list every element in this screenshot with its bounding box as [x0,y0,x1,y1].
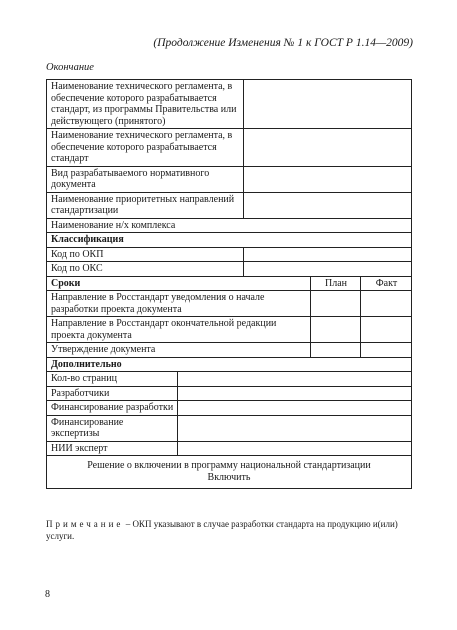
row-value [244,129,411,166]
note-text: – ОКП указывают в случае разработки стандарта на продукцию и(или) услуги. [46,519,398,541]
note [46,518,410,542]
row-label: Разработчики [47,387,178,401]
row-label: Кол-во страниц [47,372,178,386]
table-row [47,415,411,441]
table-row [47,441,411,456]
row-label: Наименование приоритетных направлений стандартизации [47,193,244,218]
table-row [47,261,411,276]
section-header-row [47,357,411,372]
fact-cell [361,343,411,357]
row-value [244,248,411,262]
section-header-row [47,232,411,247]
table-row [47,192,411,218]
fact-header: Факт [375,277,398,289]
plan-cell [311,291,361,316]
row-label: Наименование технического регламента, в обеспечение которого разрабатывается стандарт [47,129,244,166]
registration-form-table [46,79,412,489]
row-label: Направление в Росстандарт уведомления о начале разработки проекта документа [47,291,311,316]
table-row [47,247,411,262]
table-row [47,316,411,342]
row-label: Финансирование экспертизы [47,416,178,441]
row-value [244,262,411,276]
row-label: Направление в Росстандарт окончательной редакции проекта документа [47,317,311,342]
row-value [244,167,411,192]
row-value [178,416,411,441]
row-label: НИИ эксперт [47,442,178,456]
row-value [244,80,411,128]
table-row [47,166,411,192]
terms-header: Сроки [47,277,311,291]
section-subtitle: Окончание [46,62,94,73]
plan-cell [311,343,361,357]
row-value [178,442,411,456]
row-value [178,401,411,415]
decision-cell [47,456,411,488]
row-label: Финансирование разработки [47,401,178,415]
table-row [47,218,411,233]
plan-cell [311,317,361,342]
table-row [47,400,411,415]
note-label: Примечание [46,519,124,529]
fact-cell [361,317,411,342]
table-row [47,342,411,357]
additional-header: Дополнительно [51,358,122,370]
row-value [178,387,411,401]
row-label: Наименование технического регламента, в обеспечение которого разрабатывается стандарт, из программы Правительства или действующего (принятого) [47,80,244,128]
table-row [47,80,411,128]
decision-text: Решение о включении в программу национальной стандартизации [87,460,371,471]
section-header-row [47,276,411,291]
row-value [178,372,411,386]
row-value [244,193,411,218]
fact-cell [361,291,411,316]
table-row [47,371,411,386]
table-row [47,290,411,316]
row-label: Код по ОКП [47,248,244,262]
classification-header: Классификация [51,234,124,245]
page-number: 8 [45,589,50,600]
table-row [47,128,411,166]
decision-value: Включить [207,471,251,483]
table-row [47,386,411,401]
complex-row-label: Наименование н/х комплекса [51,219,176,231]
document-header: (Продолжение Изменения № 1 к ГОСТ Р 1.14—2009) [153,37,413,49]
row-label: Вид разрабатываемого нормативного документа [47,167,244,192]
row-label: Код по ОКС [47,262,244,276]
decision-row [47,455,411,488]
row-label: Утверждение документа [47,343,311,357]
plan-header: План [311,277,361,291]
